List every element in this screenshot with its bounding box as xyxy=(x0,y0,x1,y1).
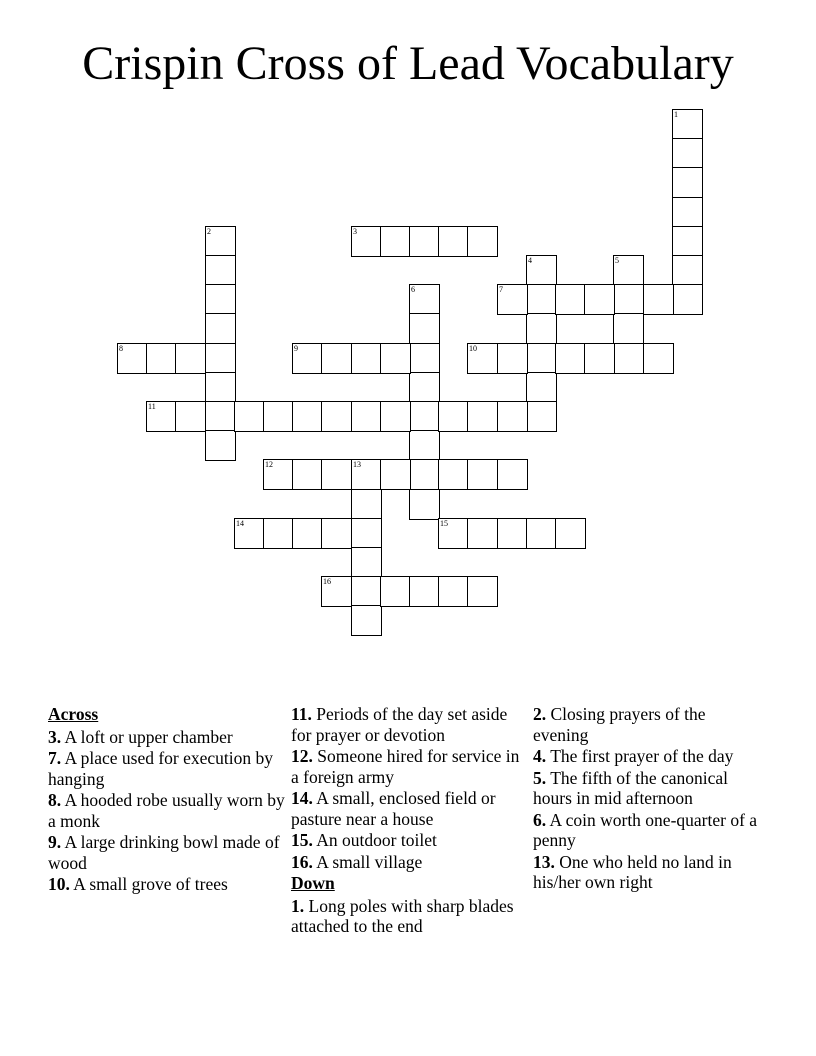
grid-cell[interactable] xyxy=(438,401,469,432)
down-clue xyxy=(533,704,763,745)
grid-cell[interactable] xyxy=(613,284,644,315)
clue-text: Periods of the day set aside for prayer or devotion xyxy=(291,704,508,745)
clue-text: A loft or upper chamber xyxy=(64,726,233,747)
clue-number: 7. xyxy=(48,748,62,768)
grid-cell[interactable] xyxy=(205,226,236,257)
grid-cell[interactable] xyxy=(497,343,528,374)
grid-cell[interactable] xyxy=(117,343,148,374)
clue-number: 13. xyxy=(533,851,555,872)
grid-cell[interactable] xyxy=(351,547,382,578)
clue-number-label: 6 xyxy=(411,285,415,294)
grid-cell[interactable] xyxy=(380,576,411,607)
grid-cell[interactable] xyxy=(555,343,586,374)
clue-number: 2. xyxy=(533,704,547,724)
grid-cell[interactable] xyxy=(526,372,557,403)
clue-text: One who held no land in his/her own right xyxy=(533,851,732,892)
grid-cell[interactable] xyxy=(467,226,498,257)
grid-cell[interactable] xyxy=(555,518,586,549)
clue-number-label: 12 xyxy=(265,460,273,469)
grid-cell[interactable] xyxy=(263,459,294,490)
grid-cell[interactable] xyxy=(351,401,382,432)
grid-cell[interactable] xyxy=(497,284,528,315)
clue-column-3 xyxy=(533,704,763,894)
clue-column-1 xyxy=(48,704,288,896)
across-heading: Across xyxy=(48,704,99,724)
grid-cell[interactable] xyxy=(409,489,440,520)
grid-cell[interactable] xyxy=(292,343,323,374)
grid-cell[interactable] xyxy=(409,226,440,257)
grid-cell[interactable] xyxy=(205,401,236,432)
grid-cell[interactable] xyxy=(351,226,382,257)
grid-cell[interactable] xyxy=(146,343,177,374)
clue-number-label: 10 xyxy=(469,344,477,353)
grid-cell[interactable] xyxy=(438,226,469,257)
grid-cell[interactable] xyxy=(234,401,265,432)
page-title: Crispin Cross of Lead Vocabulary xyxy=(82,37,734,90)
grid-cell[interactable] xyxy=(409,284,440,315)
grid-cell[interactable] xyxy=(672,226,703,257)
grid-cell[interactable] xyxy=(526,255,557,286)
grid-cell[interactable] xyxy=(526,401,557,432)
clue-number: 16. xyxy=(291,851,313,872)
grid-cell[interactable] xyxy=(205,430,236,461)
grid-cell[interactable] xyxy=(526,343,557,374)
grid-cell[interactable] xyxy=(613,255,644,286)
grid-cell[interactable] xyxy=(321,576,352,607)
across-clue xyxy=(291,746,527,787)
clue-text: A coin worth one-quarter of a penny xyxy=(533,809,758,850)
clue-number: 8. xyxy=(48,790,62,810)
clue-number-label: 5 xyxy=(615,256,619,265)
down-heading: Down xyxy=(291,873,335,893)
grid-cell[interactable] xyxy=(409,430,440,461)
clue-text: Closing prayers of the evening xyxy=(533,704,706,745)
clue-text: The fifth of the canonical hours in mid afternoon xyxy=(533,767,729,808)
clue-number-label: 1 xyxy=(674,110,678,119)
clue-number-label: 8 xyxy=(119,344,123,353)
down-clue xyxy=(533,768,763,809)
grid-cell[interactable] xyxy=(205,343,236,374)
grid-cell[interactable] xyxy=(467,401,498,432)
clue-text: Someone hired for service in a foreign army xyxy=(291,746,520,787)
grid-cell[interactable] xyxy=(438,576,469,607)
grid-cell[interactable] xyxy=(467,343,498,374)
clue-number: 11. xyxy=(291,704,312,724)
clue-number-label: 7 xyxy=(499,285,503,294)
grid-cell[interactable] xyxy=(351,518,382,549)
down-clue xyxy=(533,746,763,767)
clue-number: 12. xyxy=(291,746,313,766)
grid-cell[interactable] xyxy=(205,255,236,286)
grid-cell[interactable] xyxy=(351,576,382,607)
grid-cell[interactable] xyxy=(351,459,382,490)
clue-number: 5. xyxy=(533,767,547,788)
grid-cell[interactable] xyxy=(205,313,236,344)
grid-cell[interactable] xyxy=(467,576,498,607)
clue-number: 4. xyxy=(533,746,547,766)
across-clue xyxy=(48,748,288,789)
grid-cell[interactable] xyxy=(467,459,498,490)
grid-cell[interactable] xyxy=(351,489,382,520)
grid-cell[interactable] xyxy=(351,605,382,636)
grid-cell[interactable] xyxy=(643,343,674,374)
grid-cell[interactable] xyxy=(321,401,352,432)
grid-cell[interactable] xyxy=(292,401,323,432)
clue-number: 1. xyxy=(291,895,305,916)
grid-cell[interactable] xyxy=(497,459,528,490)
grid-cell[interactable] xyxy=(672,197,703,228)
grid-cell[interactable] xyxy=(672,167,703,198)
grid-cell[interactable] xyxy=(584,343,615,374)
grid-cell[interactable] xyxy=(584,284,615,315)
grid-cell[interactable] xyxy=(497,518,528,549)
clue-number-label: 11 xyxy=(148,402,156,411)
grid-cell[interactable] xyxy=(321,518,352,549)
clue-number: 15. xyxy=(291,830,313,850)
grid-cell[interactable] xyxy=(409,343,440,374)
clue-text: A small, enclosed field or pasture near a house xyxy=(291,788,496,829)
clue-text: A small village xyxy=(316,851,423,872)
grid-cell[interactable] xyxy=(613,313,644,344)
grid-cell[interactable] xyxy=(292,459,323,490)
grid-cell[interactable] xyxy=(526,284,557,315)
clue-text: A large drinking bowl made of wood xyxy=(48,832,280,873)
clue-text: Long poles with sharp blades attached to the end xyxy=(291,895,514,936)
clue-number-label: 15 xyxy=(440,519,448,528)
grid-cell[interactable] xyxy=(497,401,528,432)
clue-number-label: 4 xyxy=(528,256,532,265)
across-clue xyxy=(291,788,527,829)
grid-cell[interactable] xyxy=(672,255,703,286)
across-clue xyxy=(48,874,288,895)
grid-cell[interactable] xyxy=(409,459,440,490)
across-clue xyxy=(48,790,288,831)
clue-text: An outdoor toilet xyxy=(316,830,437,850)
clue-number: 14. xyxy=(291,788,313,808)
grid-cell[interactable] xyxy=(409,372,440,403)
clue-number-label: 14 xyxy=(236,519,244,528)
grid-cell[interactable] xyxy=(643,284,674,315)
clue-text: A place used for execution by hanging xyxy=(48,748,274,789)
clue-number-label: 2 xyxy=(207,227,211,236)
grid-cell[interactable] xyxy=(438,459,469,490)
across-clue xyxy=(48,832,288,873)
grid-cell[interactable] xyxy=(409,313,440,344)
grid-cell[interactable] xyxy=(380,401,411,432)
grid-cell[interactable] xyxy=(409,576,440,607)
grid-cell[interactable] xyxy=(409,401,440,432)
grid-cell[interactable] xyxy=(526,313,557,344)
grid-cell[interactable] xyxy=(263,518,294,549)
clue-number-label: 9 xyxy=(294,344,298,353)
clue-number: 6. xyxy=(533,809,547,830)
down-clue xyxy=(533,810,763,851)
grid-cell[interactable] xyxy=(146,401,177,432)
grid-cell[interactable] xyxy=(263,401,294,432)
clue-number: 9. xyxy=(48,832,62,852)
clue-text: A hooded robe usually worn by a monk xyxy=(48,790,285,831)
across-clue xyxy=(48,727,288,748)
grid-cell[interactable] xyxy=(672,138,703,169)
grid-cell[interactable] xyxy=(351,343,382,374)
grid-cell[interactable] xyxy=(292,518,323,549)
grid-cell[interactable] xyxy=(380,459,411,490)
grid-cell[interactable] xyxy=(175,343,206,374)
clue-number: 10. xyxy=(48,874,70,894)
clue-column-2 xyxy=(291,704,527,938)
grid-cell[interactable] xyxy=(205,372,236,403)
grid-cell[interactable] xyxy=(467,518,498,549)
down-clue xyxy=(291,896,527,937)
grid-cell[interactable] xyxy=(175,401,206,432)
grid-cell[interactable] xyxy=(321,459,352,490)
grid-cell[interactable] xyxy=(205,284,236,315)
clue-text: A small grove of trees xyxy=(73,874,228,894)
across-clue xyxy=(291,704,527,745)
clue-number-label: 3 xyxy=(353,227,357,236)
clue-number-label: 13 xyxy=(353,460,361,469)
clue-number-label: 16 xyxy=(323,577,331,586)
down-clue xyxy=(533,852,763,893)
grid-cell[interactable] xyxy=(380,343,411,374)
grid-cell[interactable] xyxy=(555,284,586,315)
grid-cell[interactable] xyxy=(234,518,265,549)
clue-number: 3. xyxy=(48,726,62,747)
across-clue xyxy=(291,852,527,873)
grid-cell[interactable] xyxy=(526,518,557,549)
clue-text: The first prayer of the day xyxy=(550,746,734,766)
grid-cell[interactable] xyxy=(438,518,469,549)
grid-cell[interactable] xyxy=(321,343,352,374)
across-clue xyxy=(291,830,527,851)
grid-cell[interactable] xyxy=(613,343,644,374)
grid-cell[interactable] xyxy=(672,109,703,140)
grid-cell[interactable] xyxy=(672,284,703,315)
grid-cell[interactable] xyxy=(380,226,411,257)
